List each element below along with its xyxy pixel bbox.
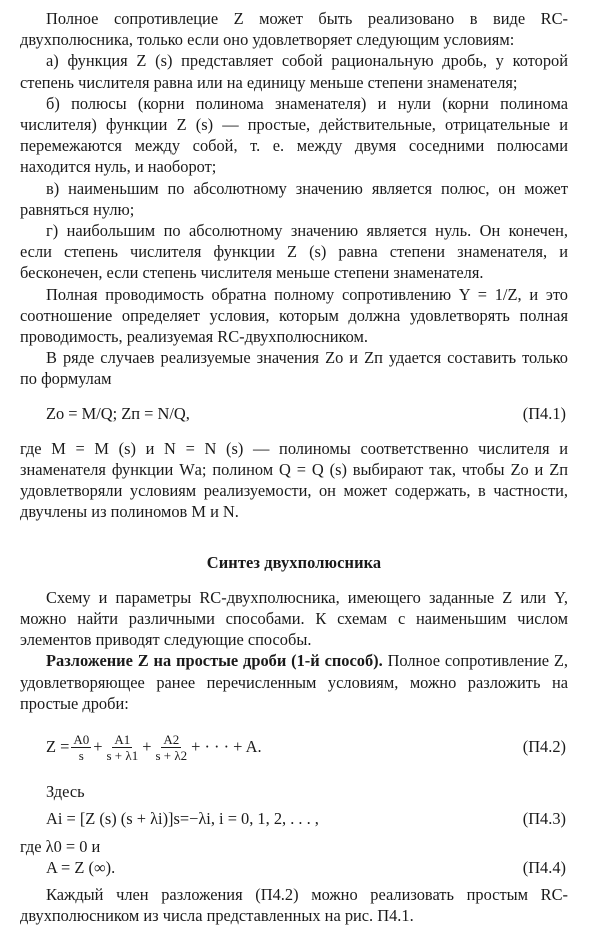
equation-p4-3 [20,808,568,829]
section-heading: Синтез двухполюсника [206,552,382,572]
method-1-paragraph [20,650,568,714]
equation-p4-1-body: Zо = M/Q; Zп = N/Q, [46,403,190,423]
eq2-fraction-3: $\frac{A2}{s + \lambda 2}$ [155,731,188,763]
equation-p4-2-body: Z = $\frac{A0}{s}$ + $\frac{A1}{s + \lambda 1}$ + $\frac{A2}{s + \lambda 2}$ + · · · + A. [46,731,262,763]
equation-p4-4-number: (П4.4) [522,857,566,877]
method-1-text: Полное сопротивление Z, удовлетворяющее ранее перечисленным условиям, можно разложить на простые дроби: [20,651,568,713]
formulas-intro: В ряде случаев реализуемые значения Zо и Zп удается составить только по формулам [20,348,568,389]
condition-a: а) функция Z (s) представляет собой рациональную дробь, у которой степень числителя равна или на единицу меньше степени знаменателя; [20,51,568,92]
equation-p4-4 [20,857,568,878]
equation-p4-2-number: (П4.2) [522,737,566,757]
admittance-paragraph: Полная проводимость обратна полному сопротивлению Y = 1/Z, и это соотношение определяет условия, которым должна удовлетворять полная проводимость, реализуемая RC-двухполюсником. [20,284,568,347]
method-1-title: Разложение Z на простые дроби (1-й способ). [46,651,383,671]
eq2-tail: + · · · + A. [191,737,262,757]
here-label: Здесь [46,782,85,802]
eq2-lhs: Z = [46,737,70,757]
eq2-fraction-1: $\frac{A0}{s}$ [73,731,90,763]
condition-g: г) наибольшим по абсолютному значению является нуль. Он конечен, если степень числителя функции Z (s) равна степени знаменателя, и бесконечен, если степень числителя меньше степени знаменателя. [20,221,568,283]
eq2-fraction-2: $\frac{A1}{s + \lambda 1}$ [106,731,139,763]
equation-p4-3-body: Ai = [Z (s) (s + λi)]s=−λi, i = 0, 1, 2, . . . , [46,809,319,829]
where-paragraph: где M = M (s) и N = N (s) — полиномы соответственно числителя и знаменателя функции Wа; полином Q = Q (s) выбирают так, чтобы Zо и Zп удовлетворяли условиям реализуемости, он может содержать, в частности, двучлены из полиномов M и N. [20,438,568,522]
equation-p4-2 [20,727,568,767]
synthesis-paragraph: Схему и параметры RC-двухполюсника, имеющего заданные Z или Y, можно найти различными способами. К схемам с наименьшим числом элементов приводят следующие способы. [20,587,568,650]
equation-p4-1 [20,403,568,424]
condition-b: б) полюсы (корни полинома знаменателя) и нули (корни полинома числителя) функции Z (s) — простые, действительные, отрицательные и перемежаются между собой, т. е. между двумя соседними полюсами находится нуль, и наоборот; [20,93,568,177]
closing-paragraph: Каждый член разложения (П4.2) можно реализовать простым RC-двухполюсником из числа представленных на рис. П4.1. [20,884,568,926]
condition-v: в) наименьшим по абсолютному значению является полюс, он может равняться нулю; [20,178,568,219]
lambda-note: где λ0 = 0 и [20,836,101,856]
intro-paragraph: Полное сопротивлецие Z может быть реализовано в виде RC-двухполюсника, только если оно удовлетворяет следующим условиям: [20,9,568,50]
equation-p4-4-body: A = Z (∞). [46,857,116,877]
equation-p4-3-number: (П4.3) [522,809,566,829]
equation-p4-1-number: (П4.1) [522,403,566,423]
